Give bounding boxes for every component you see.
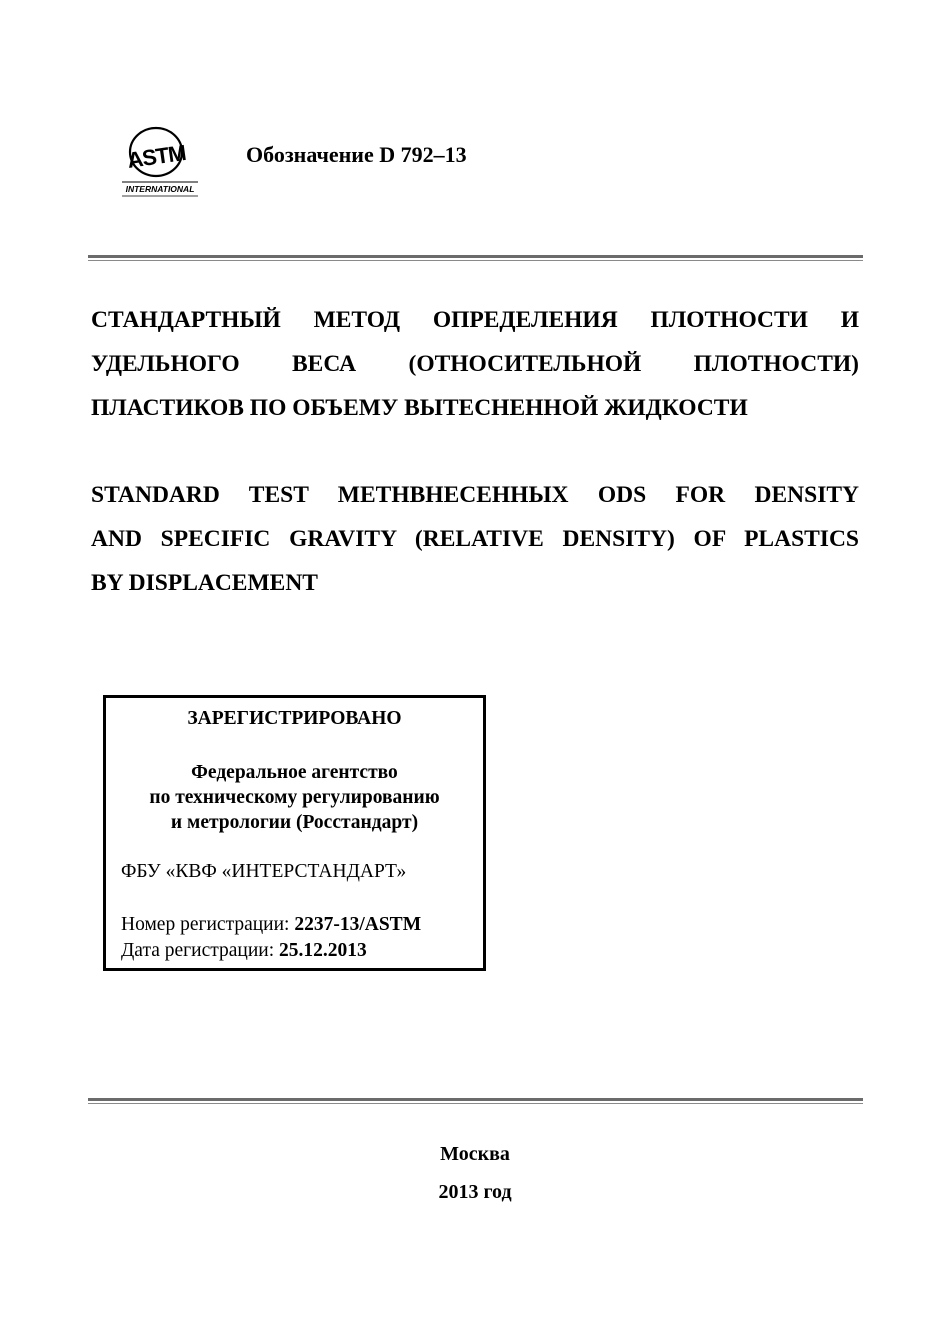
astm-logo <box>118 124 202 200</box>
registration-heading: ЗАРЕГИСТРИРОВАНО <box>187 708 402 729</box>
title-ru-line-2: УДЕЛЬНОГО ВЕСА (ОТНОСИТЕЛЬНОЙ ПЛОТНОСТИ) <box>91 351 859 377</box>
footer-year: 2013 год <box>438 1181 512 1203</box>
title-ru-line-1: СТАНДАРТНЫЙ МЕТОД ОПРЕДЕЛЕНИЯ ПЛОТНОСТИ И <box>91 307 859 333</box>
registration-box <box>103 695 486 971</box>
document-designation: Обозначение D 792–13 <box>246 142 467 167</box>
agency-line-2: по техническому регулированию <box>149 787 440 808</box>
title-en-line-1: STANDARD TEST METHВНЕСЕННЫХ ODS FOR DENSITY <box>91 482 859 508</box>
top-divider <box>88 255 863 262</box>
registration-date-label: Дата регистрации: <box>121 940 275 961</box>
footer-city: Москва <box>440 1143 510 1165</box>
logo-text-top: ASTM <box>125 140 187 173</box>
registration-details <box>121 912 421 964</box>
registration-number-label: Номер регистрации: <box>121 914 290 935</box>
agency-line-3: и метрологии (Росстандарт) <box>170 812 419 833</box>
title-russian <box>91 298 859 430</box>
registration-date-value: 25.12.2013 <box>279 940 367 961</box>
registration-organization: ФБУ «КВФ «ИНТЕРСТАНДАРТ» <box>121 861 407 882</box>
title-en-line-3: BY DISPLACEMENT <box>91 570 318 596</box>
title-en-line-2: AND SPECIFIC GRAVITY (RELATIVE DENSITY) OF PLASTICS <box>91 526 859 552</box>
registration-agency <box>106 760 483 835</box>
registration-number-value: 2237-13/ASTM <box>294 914 422 935</box>
title-ru-line-3: ПЛАСТИКОВ ПО ОБЪЕМУ ВЫТЕСНЕННОЙ ЖИДКОСТИ <box>91 395 748 421</box>
logo-text-bottom: INTERNATIONAL <box>125 184 195 194</box>
title-english <box>91 473 859 605</box>
agency-line-1: Федеральное агентство <box>191 762 398 783</box>
bottom-divider <box>88 1098 863 1105</box>
